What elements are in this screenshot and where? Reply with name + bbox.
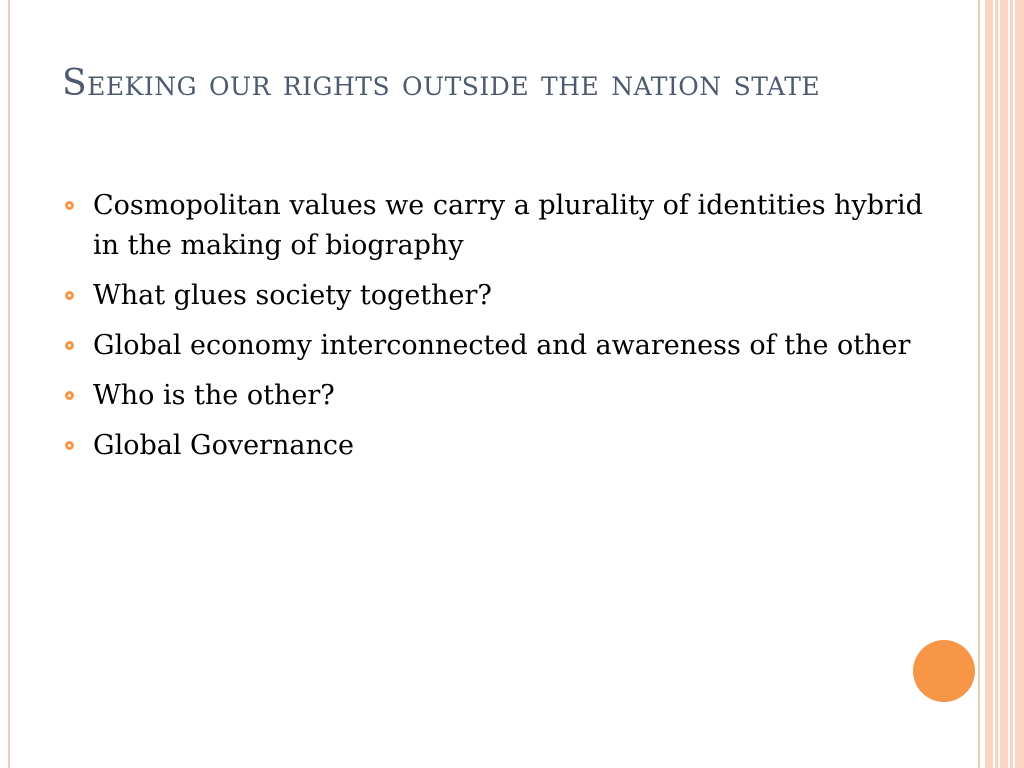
bullet-text: Global economy interconnected and awareness of the other (93, 330, 911, 361)
bullet-text: Who is the other? (93, 380, 335, 411)
bullet-ring-icon (65, 391, 74, 400)
bullet-text: What glues society together? (93, 280, 492, 311)
decorative-stripe (1000, 0, 1008, 768)
right-frame-line (978, 0, 980, 768)
bullet-item (62, 326, 942, 366)
bullet-text: Cosmopolitan values we carry a plurality of identities hybrid in the making of biography (93, 190, 923, 261)
bullet-ring-icon (65, 441, 74, 450)
bullet-item (62, 276, 942, 316)
bullet-item (62, 426, 942, 466)
bullet-list (62, 186, 942, 476)
bullet-ring-icon (65, 291, 74, 300)
bullet-text: Global Governance (93, 430, 354, 461)
bullet-ring-icon (65, 201, 74, 210)
decorative-stripe (1015, 0, 1024, 768)
decorative-stripe (995, 0, 998, 768)
bullet-ring-icon (65, 341, 74, 350)
slide-title: Seeking our rights outside the nation state (62, 63, 821, 104)
decorative-circle (913, 640, 975, 702)
bullet-item (62, 376, 942, 416)
decorative-stripe (1010, 0, 1013, 768)
left-frame-line (8, 0, 10, 768)
decorative-stripe (985, 0, 993, 768)
bullet-item (62, 186, 942, 266)
